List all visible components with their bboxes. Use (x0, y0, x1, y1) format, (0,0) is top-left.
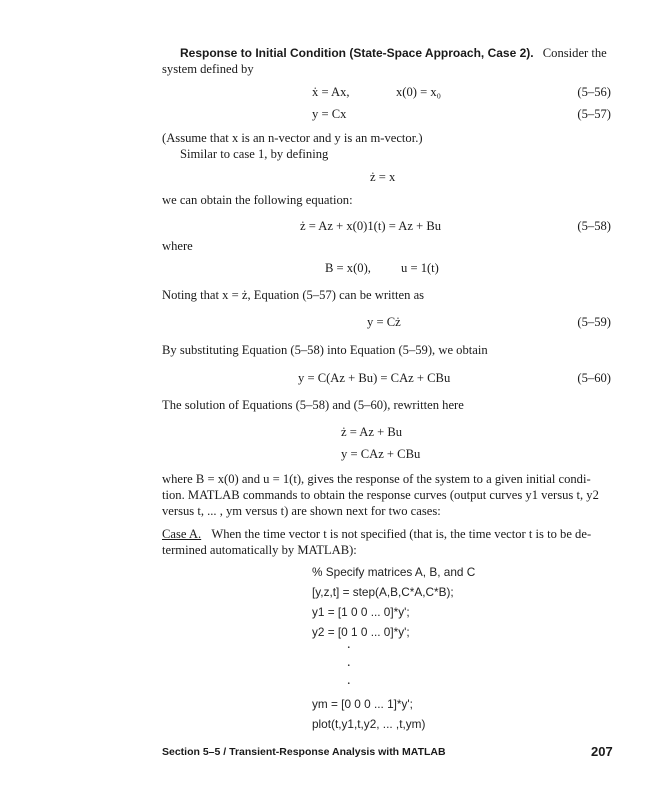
code-line-3: y1 = [1 0 0 ... 0]*y'; (312, 605, 410, 619)
equation-number-5-56: (5–56) (577, 85, 611, 99)
equation-5-56-ic: x(0) = x₀ (396, 85, 442, 99)
where-para-line1: where B = x(0) and u = 1(t), gives the response of the system to a given initial condi- (162, 472, 591, 486)
running-footer: Section 5–5 / Transient-Response Analysis with MATLAB (162, 746, 446, 758)
code-ellipsis-dot: . (347, 655, 351, 670)
code-line-4: y2 = [0 1 0 ... 0]*y'; (312, 625, 410, 639)
section-heading-line (180, 45, 607, 61)
equation-5-60: y = C(Az + Bu) = CAz + CBu (298, 371, 451, 385)
substituting-text: By substituting Equation (5–58) into Equation (5–59), we obtain (162, 343, 488, 357)
equation-number-5-58: (5–58) (577, 219, 611, 233)
code-line-2: [y,z,t] = step(A,B,C*A,C*B); (312, 585, 454, 599)
where-text: where (162, 239, 193, 253)
equation-number-5-57: (5–57) (577, 107, 611, 121)
solution-text: The solution of Equations (5–58) and (5–60), rewritten here (162, 398, 464, 412)
para1-line2: system defined by (162, 62, 254, 76)
equation-5-58: ż = Az + x(0)1(t) = Az + Bu (300, 219, 442, 233)
page-number: 207 (591, 744, 613, 759)
definition-u: u = 1(t) (401, 261, 439, 275)
equation-number-5-59: (5–59) (577, 315, 611, 329)
definition-b: B = x(0), (325, 261, 371, 275)
where-para-line3: versus t, ... , ym versus t) are shown next for two cases: (162, 504, 441, 518)
case-a-label: Case A. (162, 527, 202, 541)
assumption-text: (Assume that x is an n-vector and y is an m-vector.) (162, 131, 423, 145)
similar-text: Similar to case 1, by defining (180, 147, 329, 161)
code-line-ym: ym = [0 0 0 ... 1]*y'; (312, 697, 413, 711)
code-ellipsis-dot: . (347, 673, 351, 688)
case-a-text: When the time vector t is not specified (that is, the time vector t is to be de- (211, 527, 592, 541)
obtain-text: we can obtain the following equation: (162, 193, 353, 207)
heading-tail: Consider the (542, 46, 607, 60)
code-line-plot: plot(t,y1,t,y2, ... ,t,ym) (312, 717, 426, 731)
equation-5-56-lhs: ẋ = Ax, (312, 85, 350, 99)
case-a-line1 (162, 526, 591, 542)
code-line-1: % Specify matrices A, B, and C (312, 565, 476, 579)
system-output-equation: y = CAz + CBu (341, 447, 421, 461)
equation-5-57: y = Cx (312, 107, 347, 121)
definition-z: ż = x (370, 170, 396, 184)
equation-5-59: y = Cż (367, 315, 401, 329)
code-ellipsis-dot: . (347, 637, 351, 652)
noting-text: Noting that x = ż, Equation (5–57) can be written as (162, 288, 425, 302)
paragraph-heading: Response to Initial Condition (State-Space Approach, Case 2). (180, 46, 534, 60)
system-state-equation: ż = Az + Bu (341, 425, 403, 439)
where-para-line2: tion. MATLAB commands to obtain the response curves (output curves y1 versus t, y2 (162, 488, 599, 502)
equation-number-5-60: (5–60) (577, 371, 611, 385)
case-a-line2: termined automatically by MATLAB): (162, 543, 357, 557)
